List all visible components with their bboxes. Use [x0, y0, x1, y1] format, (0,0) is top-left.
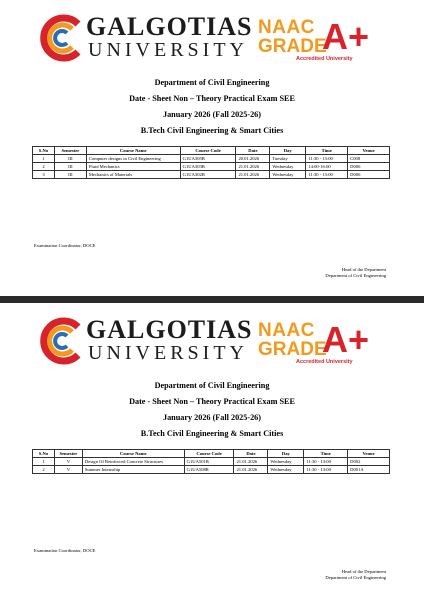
table-row: [33, 171, 390, 179]
column-header: Day: [270, 147, 306, 155]
grade-label: GRADE: [258, 339, 327, 360]
table-cell: Design Of Reinforced Concrete Structures: [82, 458, 184, 466]
table-cell: 21.01.2026: [234, 458, 268, 466]
naac-badge: [258, 16, 370, 64]
table-cell: G1UA302B: [180, 171, 236, 179]
table-cell: D006: [348, 171, 390, 179]
table-cell: C008: [348, 155, 390, 163]
table-cell: 11:30 - 13:00: [304, 466, 348, 474]
naac-label: NAAC: [258, 320, 315, 341]
table-cell: G1UA508R: [184, 466, 234, 474]
column-header: S.No: [33, 147, 55, 155]
hod-department: Department of Civil Engineering: [325, 575, 386, 580]
university-name-line2: UNIVERSITY: [88, 342, 248, 364]
department-title: Department of Civil Engineering: [154, 381, 270, 390]
university-name-line1: GALGOTIAS: [86, 12, 253, 41]
column-header: S.No: [33, 450, 55, 458]
table-cell: Fluid Mechanics: [86, 163, 180, 171]
column-header: Time: [306, 147, 348, 155]
table-cell: D002: [348, 458, 390, 466]
university-name: [86, 14, 253, 60]
column-header: Date: [234, 450, 268, 458]
university-name: [86, 317, 253, 363]
table-cell: G1UA303B: [180, 163, 236, 171]
galgotias-swirl-icon: [38, 315, 84, 365]
table-cell: D001A: [348, 466, 390, 474]
table-cell: Mechanics of Materials: [86, 171, 180, 179]
table-cell: Wednesday: [270, 171, 306, 179]
column-header: Semester: [54, 450, 82, 458]
page-separator: [0, 296, 424, 303]
exam-coordinator-signature: Examination Coordinator, DOCE: [34, 548, 96, 553]
table-cell: Wednesday: [270, 163, 306, 171]
grade-value: A+: [322, 319, 370, 360]
column-header: Date: [236, 147, 270, 155]
table-cell: V: [54, 458, 82, 466]
table-header-row: [33, 147, 390, 155]
exam-schedule-table: [32, 146, 390, 179]
table-cell: 14:00-16:00: [306, 163, 348, 171]
table-cell: Wednesday: [268, 466, 304, 474]
hod-title: Head of the Department: [341, 267, 386, 272]
date-sheet-page-2: [0, 303, 424, 599]
table-cell: III: [54, 155, 86, 163]
naac-badge: [258, 319, 370, 367]
table-cell: 1: [33, 458, 55, 466]
table-cell: 11:30 - 13:00: [306, 155, 348, 163]
galgotias-swirl-icon: [38, 12, 84, 62]
table-row: [33, 466, 390, 474]
exam-coordinator-signature: Examination Coordinator, DOCE: [34, 243, 96, 248]
table-cell: III: [54, 163, 86, 171]
column-header: Day: [268, 450, 304, 458]
table-cell: G1UA501B: [184, 458, 234, 466]
hod-department: Department of Civil Engineering: [325, 273, 386, 278]
grade-label: GRADE: [258, 36, 327, 57]
column-header: Course Name: [82, 450, 184, 458]
table-cell: 2: [33, 466, 55, 474]
sheet-title: Date - Sheet Non – Theory Practical Exam SEE: [129, 397, 295, 406]
table-cell: 3: [33, 171, 55, 179]
table-cell: Summer Internship: [82, 466, 184, 474]
column-header: Venue: [348, 147, 390, 155]
table-row: [33, 155, 390, 163]
table-cell: Wednesday: [268, 458, 304, 466]
table-cell: V: [54, 466, 82, 474]
accredited-label: Accredited University: [296, 56, 353, 62]
column-header: Semester: [54, 147, 86, 155]
column-header: Venue: [348, 450, 390, 458]
session-title: January 2026 (Fall 2025-26): [162, 413, 262, 422]
university-name-line2: UNIVERSITY: [88, 39, 248, 61]
program-title: B.Tech Civil Engineering & Smart Cities: [140, 429, 284, 438]
university-logo: [38, 12, 370, 68]
table-cell: 11:30 - 13:00: [304, 458, 348, 466]
university-logo: [38, 315, 370, 371]
column-header: Time: [304, 450, 348, 458]
table-cell: 21.01.2026: [236, 171, 270, 179]
table-row: [33, 163, 390, 171]
table-cell: 20.01.2026: [236, 155, 270, 163]
table-cell: III: [54, 171, 86, 179]
grade-value: A+: [322, 16, 370, 57]
table-cell: Tuesday: [270, 155, 306, 163]
table-cell: 1: [33, 155, 55, 163]
hod-title: Head of the Department: [341, 569, 386, 574]
naac-label: NAAC: [258, 17, 315, 38]
sheet-title: Date - Sheet Non – Theory Practical Exam SEE: [129, 94, 295, 103]
table-cell: 2: [33, 163, 55, 171]
column-header: Course Code: [180, 147, 236, 155]
date-sheet-page-1: [0, 0, 424, 296]
table-cell: G1UA305B: [180, 155, 236, 163]
table-cell: Computer designs in Civil Engineering: [86, 155, 180, 163]
table-row: [33, 458, 390, 466]
department-title: Department of Civil Engineering: [154, 78, 270, 87]
table-cell: D006: [348, 163, 390, 171]
accredited-label: Accredited University: [296, 359, 353, 365]
exam-schedule-table: [32, 449, 390, 474]
table-header-row: [33, 450, 390, 458]
table-cell: 21.01.2026: [236, 163, 270, 171]
column-header: Course Code: [184, 450, 234, 458]
table-cell: 11:30 - 13:00: [306, 171, 348, 179]
column-header: Course Name: [86, 147, 180, 155]
university-name-line1: GALGOTIAS: [86, 315, 253, 344]
program-title: B.Tech Civil Engineering & Smart Cities: [140, 126, 284, 135]
session-title: January 2026 (Fall 2025-26): [162, 110, 262, 119]
table-cell: 21.01.2026: [234, 466, 268, 474]
